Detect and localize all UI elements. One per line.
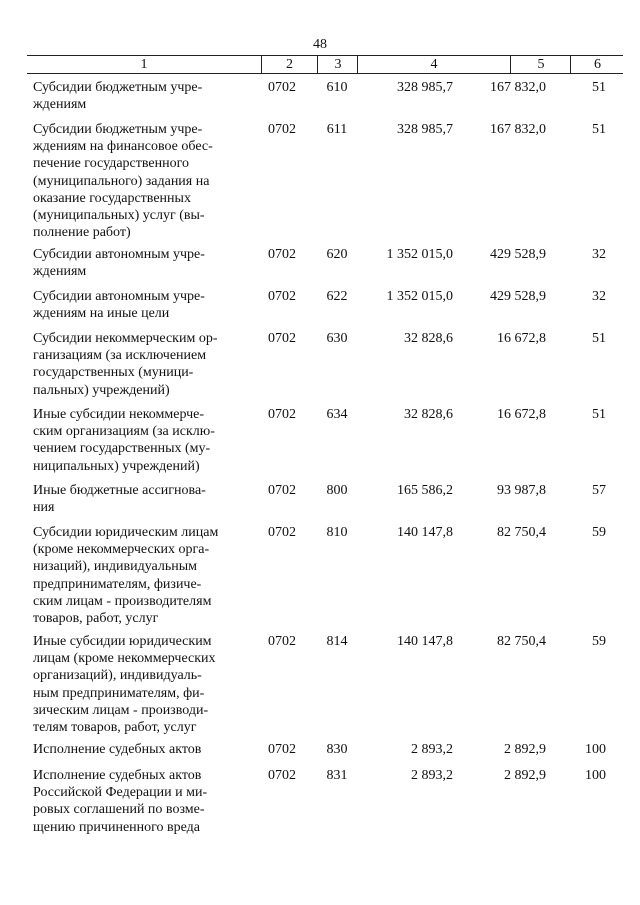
description-line: ганизациям (за исключением <box>33 348 207 364</box>
cell-c5: 2 892,9 <box>504 742 546 757</box>
description-line: ным предпринимателям, фи- <box>33 685 205 701</box>
cell-c5: 82 750,4 <box>497 525 546 540</box>
cell-c2: 0702 <box>268 289 296 304</box>
cell-c5: 93 987,8 <box>497 483 546 498</box>
cell-c6: 100 <box>585 742 606 757</box>
header-col-2: 2 <box>261 56 317 73</box>
description-line: организаций), индивидуаль- <box>33 668 202 684</box>
description-line: (кроме некоммерческих орга- <box>33 542 210 558</box>
cell-c3: 814 <box>326 634 348 649</box>
cell-c4: 140 147,8 <box>397 525 453 540</box>
cell-c6: 32 <box>592 289 606 304</box>
cell-c3: 830 <box>326 742 348 757</box>
description-line: Субсидии юридическим лицам <box>33 525 219 540</box>
cell-c4: 1 352 015,0 <box>386 289 453 304</box>
description-line: ровых соглашений по возме- <box>33 802 205 818</box>
description-line: ждениям <box>33 97 87 113</box>
description-line: ским лицам - производителям <box>33 593 212 609</box>
cell-c3: 831 <box>326 768 348 783</box>
cell-c4: 328 985,7 <box>397 80 453 95</box>
cell-c5: 16 672,8 <box>497 331 546 346</box>
description-line: Субсидии автономным учре- <box>33 289 205 304</box>
description-line: ждениям <box>33 264 87 280</box>
cell-c6: 57 <box>592 483 606 498</box>
row-description <box>33 288 237 322</box>
cell-c3: 610 <box>326 80 348 95</box>
cell-c6: 59 <box>592 525 606 540</box>
header-col-1: 1 <box>140 57 148 72</box>
row-description <box>33 633 237 736</box>
header-col-5: 5 <box>510 56 571 73</box>
description-line: ния <box>33 500 55 516</box>
cell-c3: 611 <box>326 122 348 137</box>
cell-c2: 0702 <box>268 742 296 757</box>
cell-c2: 0702 <box>268 407 296 422</box>
row-description <box>33 121 237 241</box>
description-line: ниципальных) учреждений) <box>33 458 200 474</box>
description-line: Субсидии бюджетным учре- <box>33 80 203 95</box>
description-line: печение государственного <box>33 156 189 172</box>
cell-c3: 620 <box>326 247 348 262</box>
row-description <box>33 482 237 516</box>
cell-c2: 0702 <box>268 247 296 262</box>
description-line: щению причиненного вреда <box>33 819 201 835</box>
description-line: (муниципального) задания на <box>33 173 210 189</box>
description-line: (муниципальных) услуг (вы- <box>33 208 205 224</box>
description-line: полнение работ) <box>33 225 131 241</box>
cell-c3: 622 <box>326 289 348 304</box>
row-description <box>33 524 237 627</box>
description-line: зическим лицам - производи- <box>33 702 209 718</box>
row-description <box>33 767 237 836</box>
description-line: Иные субсидии юридическим <box>33 634 212 649</box>
row-description <box>33 246 237 280</box>
row-description <box>33 330 237 399</box>
cell-c4: 32 828,6 <box>404 331 453 346</box>
description-line: ждениям на иные цели <box>33 306 170 322</box>
description-line: Субсидии некоммерческим ор- <box>33 331 218 346</box>
cell-c4: 1 352 015,0 <box>386 247 453 262</box>
header-col-3: 3 <box>317 56 358 73</box>
description-line: лицам (кроме некоммерческих <box>33 651 216 667</box>
table-header <box>27 55 623 74</box>
description-line: ждениям на финансовое обес- <box>33 139 213 155</box>
cell-c5: 16 672,8 <box>497 407 546 422</box>
description-line: Субсидии автономным учре- <box>33 247 205 262</box>
row-description <box>33 741 237 758</box>
description-line: телям товаров, работ, услуг <box>33 720 197 736</box>
cell-c4: 328 985,7 <box>397 122 453 137</box>
cell-c5: 82 750,4 <box>497 634 546 649</box>
cell-c6: 51 <box>592 331 606 346</box>
description-line: государственных (муници- <box>33 365 194 381</box>
cell-c3: 810 <box>326 525 348 540</box>
description-line: Субсидии бюджетным учре- <box>33 122 203 137</box>
cell-c5: 429 528,9 <box>490 289 546 304</box>
cell-c6: 51 <box>592 407 606 422</box>
row-description <box>33 79 237 113</box>
cell-c3: 634 <box>326 407 348 422</box>
page-number: 48 <box>313 37 327 52</box>
cell-c2: 0702 <box>268 331 296 346</box>
cell-c6: 32 <box>592 247 606 262</box>
description-line: оказание государственных <box>33 190 191 206</box>
description-line: Российской Федерации и ми- <box>33 785 208 801</box>
cell-c4: 2 893,2 <box>411 768 453 783</box>
description-line: Исполнение судебных актов <box>33 768 202 783</box>
cell-c3: 800 <box>326 483 348 498</box>
cell-c4: 165 586,2 <box>397 483 453 498</box>
description-line: Исполнение судебных актов <box>33 742 202 757</box>
cell-c2: 0702 <box>268 122 296 137</box>
cell-c2: 0702 <box>268 525 296 540</box>
description-line: пальных) учреждений) <box>33 382 170 398</box>
cell-c4: 32 828,6 <box>404 407 453 422</box>
description-line: предпринимателям, физиче- <box>33 576 202 592</box>
description-line: низаций), индивидуальным <box>33 559 197 575</box>
cell-c5: 167 832,0 <box>490 122 546 137</box>
cell-c5: 429 528,9 <box>490 247 546 262</box>
cell-c6: 51 <box>592 122 606 137</box>
description-line: товаров, работ, услуг <box>33 611 159 627</box>
header-col-6: 6 <box>570 56 624 73</box>
description-line: чением государственных (му- <box>33 441 211 457</box>
cell-c6: 59 <box>592 634 606 649</box>
cell-c4: 2 893,2 <box>411 742 453 757</box>
cell-c2: 0702 <box>268 634 296 649</box>
cell-c3: 630 <box>326 331 348 346</box>
cell-c6: 51 <box>592 80 606 95</box>
header-col-4: 4 <box>357 56 510 73</box>
description-line: Иные бюджетные ассигнова- <box>33 483 206 498</box>
cell-c6: 100 <box>585 768 606 783</box>
description-line: ским организациям (за исклю- <box>33 424 215 440</box>
description-line: Иные субсидии некоммерче- <box>33 407 205 422</box>
row-description <box>33 406 237 475</box>
cell-c2: 0702 <box>268 483 296 498</box>
cell-c5: 167 832,0 <box>490 80 546 95</box>
cell-c2: 0702 <box>268 80 296 95</box>
cell-c2: 0702 <box>268 768 296 783</box>
cell-c5: 2 892,9 <box>504 768 546 783</box>
cell-c4: 140 147,8 <box>397 634 453 649</box>
